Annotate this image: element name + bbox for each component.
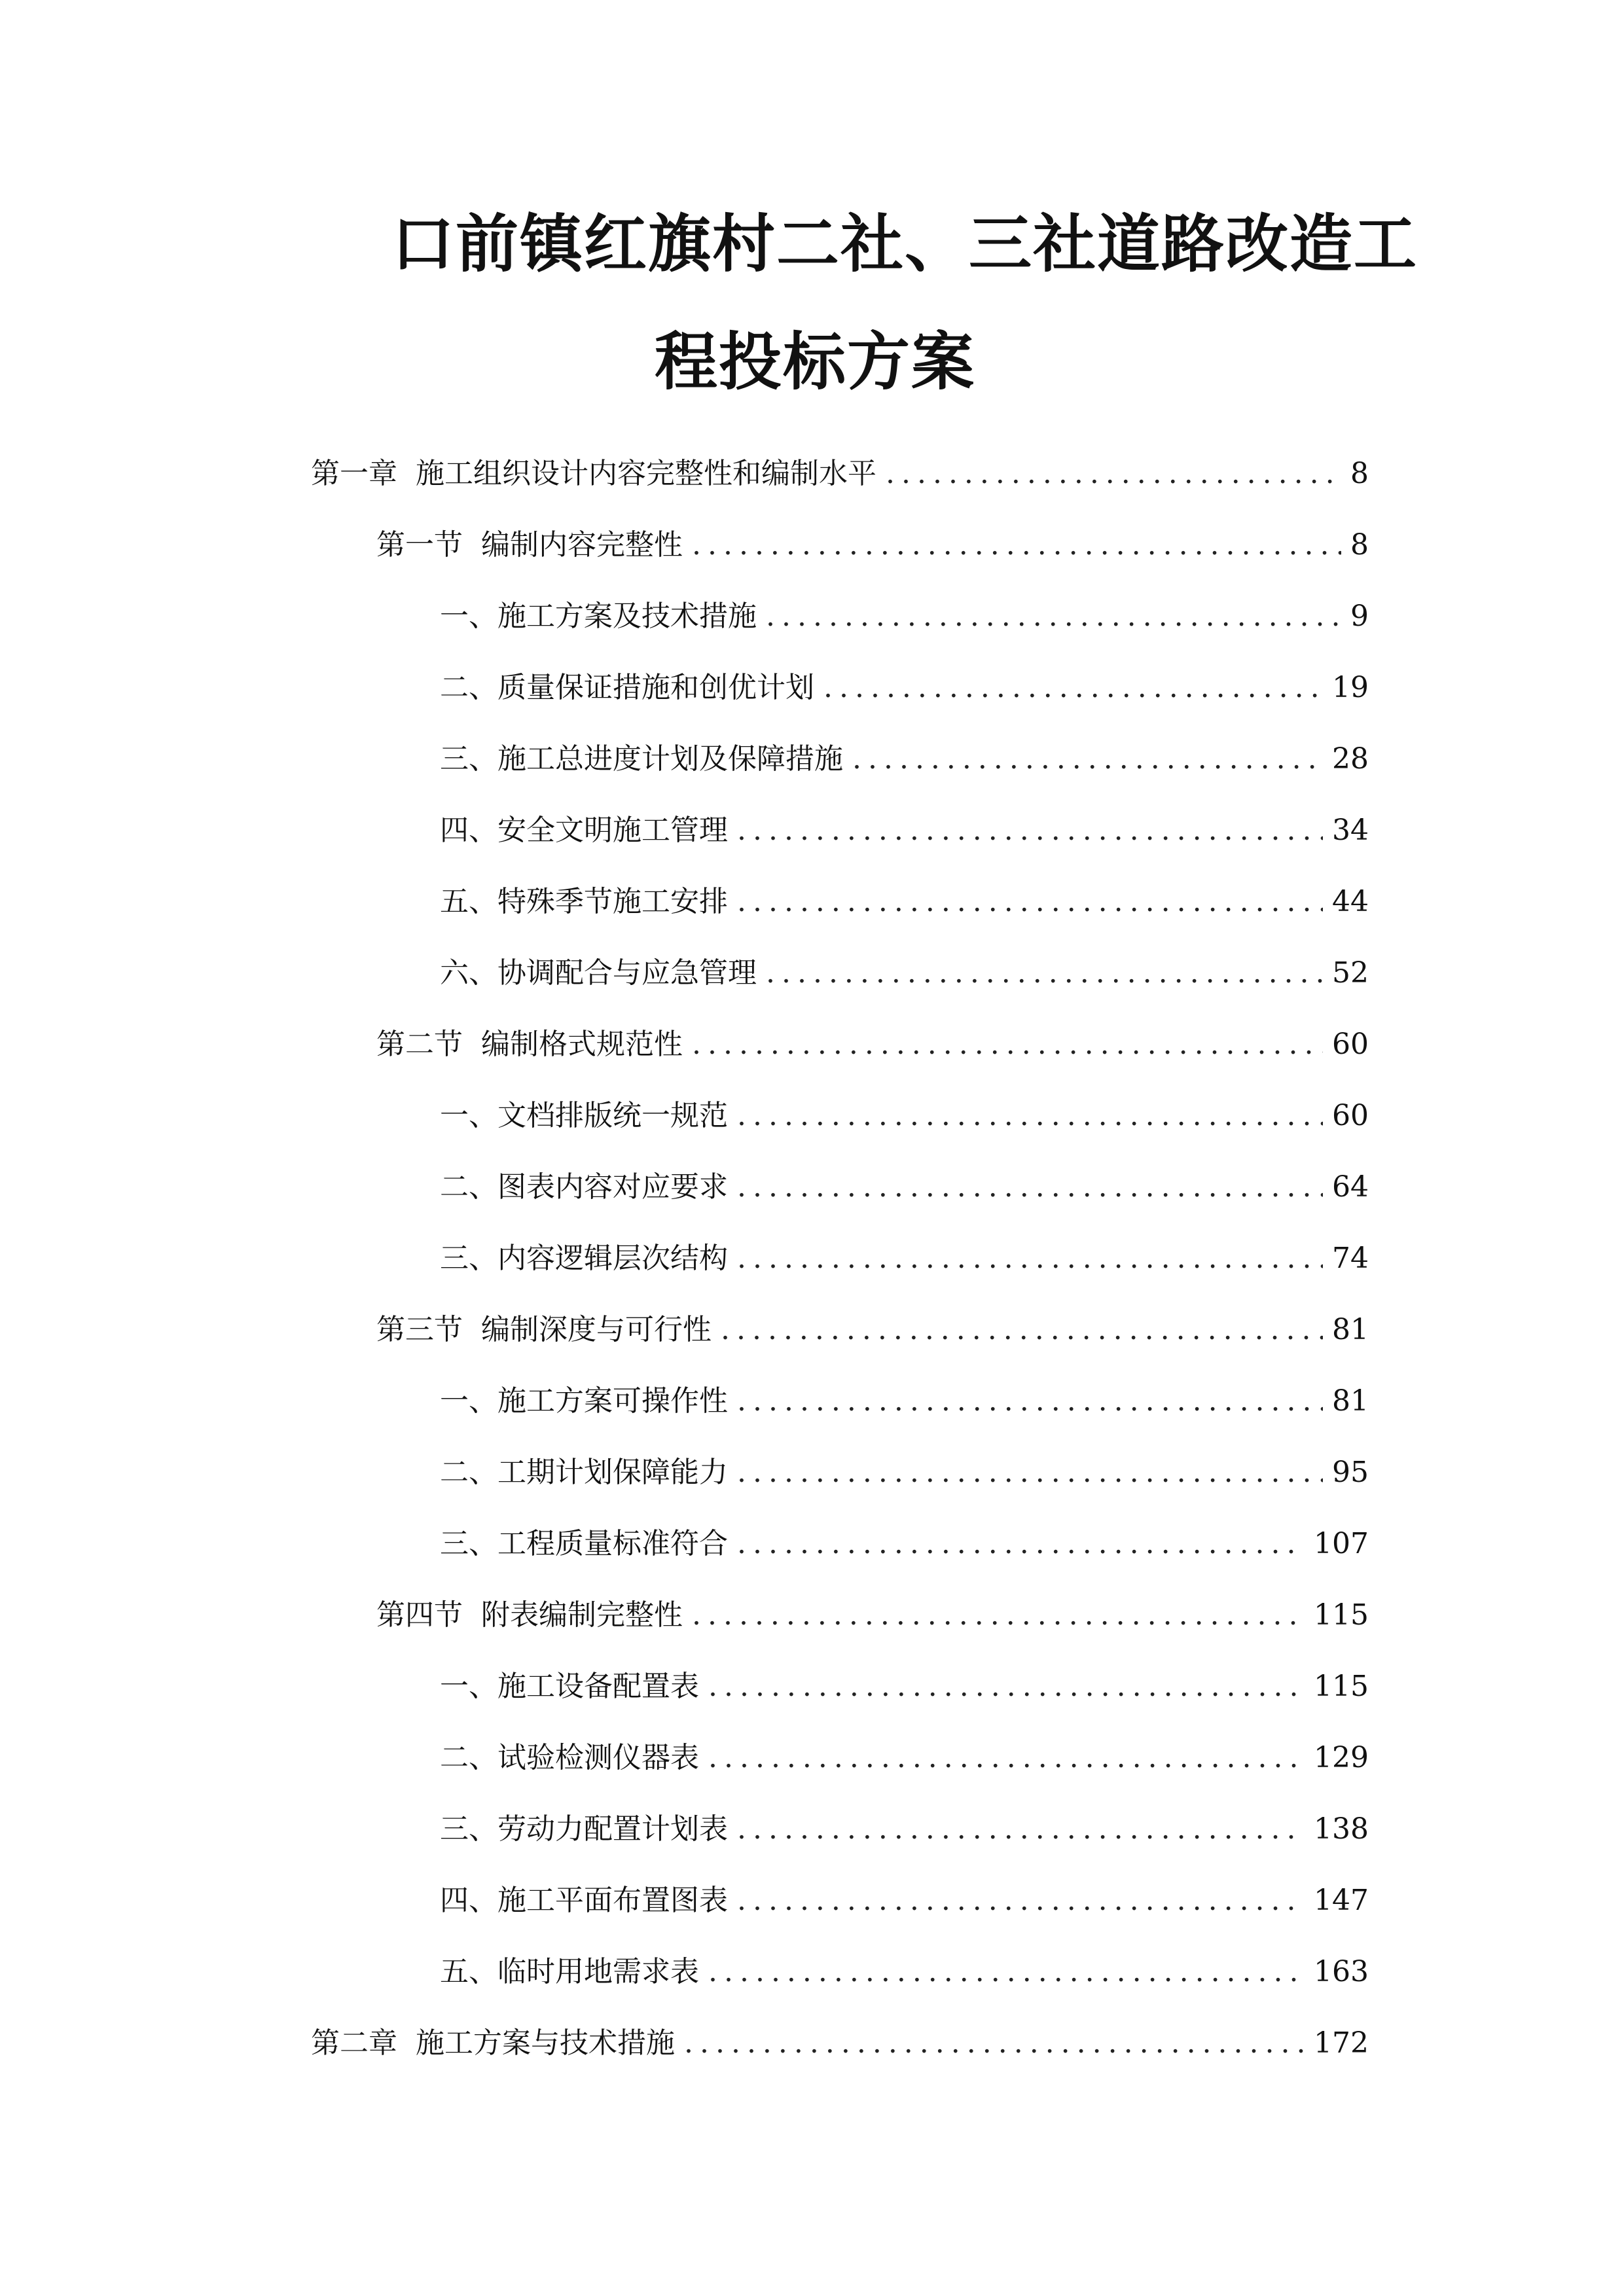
toc-entry-page: 147 [1314,1884,1369,1917]
toc-entry[interactable] [0,1441,1624,1512]
toc-leader-dots [708,1664,1305,1710]
toc-entry-number: 五、 [440,885,497,918]
toc-entry-page: 115 [1314,1670,1369,1703]
toc-entry-title: 内容逻辑层次结构 [497,1242,728,1275]
toc-leader-dots [737,1806,1305,1852]
toc-entry-page: 28 [1332,742,1369,776]
toc-entry-title: 编制格式规范性 [481,1028,683,1061]
toc-entry[interactable] [0,1512,1624,1583]
toc-leader-dots [737,1164,1323,1210]
toc-entry-title: 文档排版统一规范 [497,1099,728,1132]
toc-entry[interactable] [0,798,1624,870]
toc-leader-dots [737,1450,1323,1496]
toc-entry[interactable] [0,727,1624,798]
toc-entry[interactable] [0,1869,1624,1940]
toc-entry-title: 工程质量标准符合 [497,1527,728,1560]
toc-leader-dots [708,1735,1305,1781]
toc-entry-number: 第一章 [311,457,397,490]
toc-entry-number: 二、 [440,671,497,704]
toc-entry-title: 施工总进度计划及保障措施 [497,742,843,776]
toc-entry-page: 9 [1350,600,1369,633]
toc-entry[interactable] [0,584,1624,656]
toc-entry-number: 第三节 [376,1313,463,1346]
toc-entry[interactable] [0,1013,1624,1084]
toc-leader-dots [886,451,1341,497]
toc-entry-title: 附表编制完整性 [481,1598,683,1632]
toc-leader-dots [823,665,1323,711]
toc-entry-number: 四、 [440,814,497,847]
toc-entry-page: 34 [1332,814,1369,847]
toc-entry[interactable] [0,870,1624,941]
toc-leader-dots [766,594,1341,639]
toc-entry-title: 劳动力配置计划表 [497,1812,728,1846]
toc-entry-page: 60 [1332,1099,1369,1132]
toc-entry[interactable] [0,2011,1624,2083]
toc-entry-title: 施工方案与技术措施 [416,2026,675,2060]
toc-entry-number: 一、 [440,600,497,633]
toc-entry[interactable] [0,1655,1624,1726]
toc-entry[interactable] [0,1369,1624,1441]
toc-entry-page: 8 [1350,457,1369,490]
toc-entry-title: 安全文明施工管理 [497,814,728,847]
toc-entry-page: 8 [1350,528,1369,562]
toc-entry[interactable] [0,442,1624,513]
toc-leader-dots [708,1949,1305,1995]
toc-leader-dots [692,1592,1305,1638]
toc-leader-dots [692,522,1341,568]
toc-entry-number: 三、 [440,1242,497,1275]
toc-entry-number: 第一节 [376,528,463,562]
toc-entry-number: 二、 [440,1170,497,1204]
toc-entry-page: 107 [1314,1527,1369,1560]
toc-entry-page: 52 [1332,956,1369,990]
toc-entry-page: 115 [1314,1598,1369,1632]
toc-entry[interactable] [0,1084,1624,1155]
toc-leader-dots [737,808,1323,853]
toc-entry[interactable] [0,513,1624,584]
toc-leader-dots [721,1307,1323,1353]
toc-entry-number: 一、 [440,1384,497,1418]
toc-entry-page: 44 [1332,885,1369,918]
toc-entry-title: 施工方案及技术措施 [497,600,757,633]
toc-leader-dots [737,879,1323,925]
toc-entry-title: 工期计划保障能力 [497,1456,728,1489]
toc-entry[interactable] [0,1227,1624,1298]
toc-entry-title: 编制深度与可行性 [481,1313,712,1346]
toc-entry-title: 施工平面布置图表 [497,1884,728,1917]
document-title-line-2: 程投标方案 [655,325,975,399]
toc-entry-title: 图表内容对应要求 [497,1170,728,1204]
toc-entry-page: 163 [1314,1955,1369,1988]
toc-entry-number: 二、 [440,1456,497,1489]
toc-entry-page: 19 [1332,671,1369,704]
toc-entry-title: 施工组织设计内容完整性和编制水平 [416,457,876,490]
toc-entry[interactable] [0,1726,1624,1797]
toc-entry[interactable] [0,1583,1624,1655]
toc-entry-number: 第二章 [311,2026,397,2060]
toc-leader-dots [737,1521,1305,1567]
toc-leader-dots [766,950,1323,996]
toc-entry-page: 74 [1332,1242,1369,1275]
toc-entry-page: 138 [1314,1812,1369,1846]
toc-entry-page: 129 [1314,1741,1369,1774]
toc-entry-number: 二、 [440,1741,497,1774]
toc-leader-dots [684,2020,1305,2066]
toc-entry-number: 四、 [440,1884,497,1917]
toc-leader-dots [737,1878,1305,1924]
toc-entry-number: 一、 [440,1670,497,1703]
toc-leader-dots [737,1236,1323,1282]
toc-entry[interactable] [0,1155,1624,1227]
toc-leader-dots [737,1093,1323,1139]
toc-entry-number: 第二节 [376,1028,463,1061]
toc-entry[interactable] [0,656,1624,727]
toc-entry[interactable] [0,1940,1624,2011]
toc-leader-dots [692,1022,1323,1067]
table-of-contents [0,442,1624,2083]
toc-leader-dots [852,736,1323,782]
toc-entry-number: 第四节 [376,1598,463,1632]
toc-entry-title: 试验检测仪器表 [497,1741,699,1774]
toc-entry-number: 五、 [440,1955,497,1988]
toc-entry-page: 95 [1332,1456,1369,1489]
toc-entry-page: 60 [1332,1028,1369,1061]
toc-entry-number: 三、 [440,1527,497,1560]
toc-entry-page: 172 [1314,2026,1369,2060]
toc-entry[interactable] [0,1797,1624,1869]
toc-entry-number: 一、 [440,1099,497,1132]
toc-entry-number: 三、 [440,742,497,776]
toc-entry[interactable] [0,941,1624,1013]
toc-entry-title: 施工方案可操作性 [497,1384,728,1418]
toc-entry-title: 编制内容完整性 [481,528,683,562]
toc-entry[interactable] [0,1298,1624,1369]
toc-entry-title: 质量保证措施和创优计划 [497,671,814,704]
document-title-line-1: 口前镇红旗村二社、三社道路改造工 [391,207,1418,281]
toc-entry-page: 81 [1332,1313,1369,1346]
toc-entry-page: 64 [1332,1170,1369,1204]
toc-entry-number: 六、 [440,956,497,990]
toc-entry-number: 三、 [440,1812,497,1846]
toc-entry-title: 特殊季节施工安排 [497,885,728,918]
toc-entry-title: 施工设备配置表 [497,1670,699,1703]
toc-entry-title: 临时用地需求表 [497,1955,699,1988]
toc-entry-title: 协调配合与应急管理 [497,956,757,990]
toc-leader-dots [737,1378,1323,1424]
toc-entry-page: 81 [1332,1384,1369,1418]
